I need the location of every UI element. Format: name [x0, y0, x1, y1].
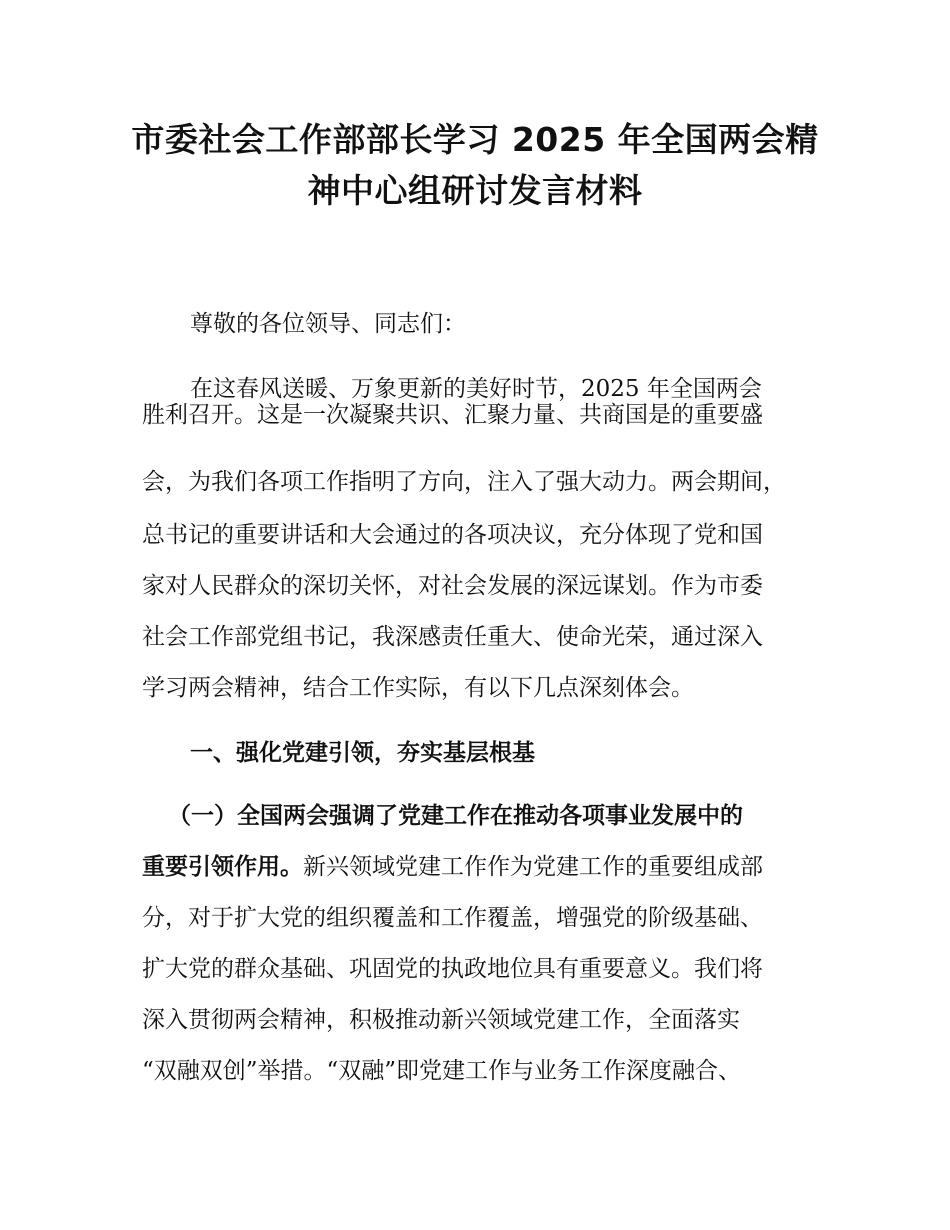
document-title-line-2: 神中心组研讨发言材料: [307, 171, 643, 210]
paragraph-line: 在这春风送暖、万象更新的美好时节，2025 年全国两会: [190, 376, 762, 402]
paragraph-line: “双融双创”举措。“双融”即党建工作与业务工作深度融合、: [142, 1058, 742, 1084]
paragraph-line: 学习两会精神，结合工作实际，有以下几点深刻体会。: [142, 675, 694, 701]
paragraph-line: 社会工作部党组书记，我深感责任重大、使命光荣，通过深入: [142, 624, 763, 650]
paragraph-line: 深入贯彻两会精神，积极推动新兴领域党建工作，全面落实: [142, 1007, 740, 1033]
subsection-heading-end: 重要引领作用。: [142, 854, 303, 880]
paragraph-line: 分，对于扩大党的组织覆盖和工作覆盖，增强党的阶级基础、: [142, 905, 763, 931]
document-title-line-1: 市委社会工作部部长学习 2025 年全国两会精: [131, 120, 819, 159]
paragraph-line: 胜利召开。这是一次凝聚共识、汇聚力量、共商国是的重要盛: [142, 402, 763, 428]
paragraph-line: [142, 852, 832, 882]
paragraph-line: 扩大党的群众基础、巩固党的执政地位具有重要意义。我们将: [142, 956, 763, 982]
subsection-heading-line: （一）全国两会强调了党建工作在推动各项事业发展中的: [168, 803, 743, 829]
paragraph-line: 家对人民群众的深切关怀，对社会发展的深远谋划。作为市委: [142, 573, 763, 599]
paragraph-line: 总书记的重要讲话和大会通过的各项决议，充分体现了党和国: [142, 522, 763, 548]
paragraph-line: 会，为我们各项工作指明了方向，注入了强大动力。两会期间，: [142, 469, 786, 495]
section-heading: 一、强化党建引领，夯实基层根基: [190, 740, 535, 766]
paragraph-text: 新兴领域党建工作作为党建工作的重要组成部: [303, 854, 763, 880]
salutation: 尊敬的各位领导、同志们：: [190, 311, 466, 337]
